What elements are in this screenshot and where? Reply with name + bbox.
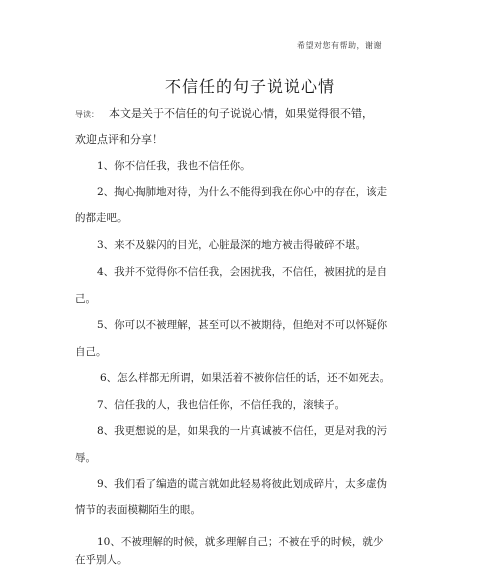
- intro-line-2: 欢迎点评和分享！: [75, 133, 163, 146]
- list-item-7-line-1: 7、信任我的人，我也信任你，不信任我的，滚犊子。: [97, 399, 346, 411]
- list-item-4-line-1: 4、我并不觉得你不信任我，会困扰我，不信任，被困扰的是自: [97, 266, 388, 278]
- list-item-3-line-1: 3、来不及躲闪的目光，心脏最深的地方被击得破碎不堪。: [97, 239, 367, 251]
- header-note: 希望对您有帮助，谢谢: [297, 41, 382, 50]
- list-item-5-line-2: 自己。: [75, 346, 107, 358]
- intro-line-1: [75, 107, 373, 122]
- list-item-8-line-2: 辱。: [75, 452, 96, 464]
- list-item-2-line-2: 的都走吧。: [75, 212, 128, 224]
- list-item-6-line-1: 6、怎么样都无所谓，如果活着不被你信任的话，还不如死去。: [100, 372, 391, 384]
- list-item-10-line-1: 10、不被理解的时候，就多理解自己；不被在乎的时候，就少: [97, 536, 384, 548]
- list-item-9-line-1: 9、我们看了编造的谎言就如此轻易将彼此划成碎片，太多虚伪: [97, 478, 388, 490]
- list-item-5-line-1: 5、你可以不被理解，甚至可以不被期待，但绝对不可以怀疑你: [97, 319, 388, 331]
- intro-label: 导读：: [75, 110, 99, 119]
- intro-text-1: 本文是关于不信任的句子说说心情，如果觉得很不错，: [109, 107, 373, 120]
- list-item-8-line-1: 8、我更想说的是，如果我的一片真诚被不信任，更是对我的污: [97, 425, 388, 437]
- page-title: 不信任的句子说说心情: [164, 77, 335, 96]
- list-item-9-line-2: 情节的表面模糊陌生的眼。: [75, 504, 201, 516]
- list-item-1-line-1: 1、你不信任我，我也不信任你。: [97, 160, 251, 172]
- list-item-2-line-1: 2、掏心掏肺地对待，为什么不能得到我在你心中的存在，该走: [97, 186, 388, 198]
- list-item-10-line-2: 在乎别人。: [75, 554, 128, 566]
- list-item-4-line-2: 己。: [75, 293, 96, 305]
